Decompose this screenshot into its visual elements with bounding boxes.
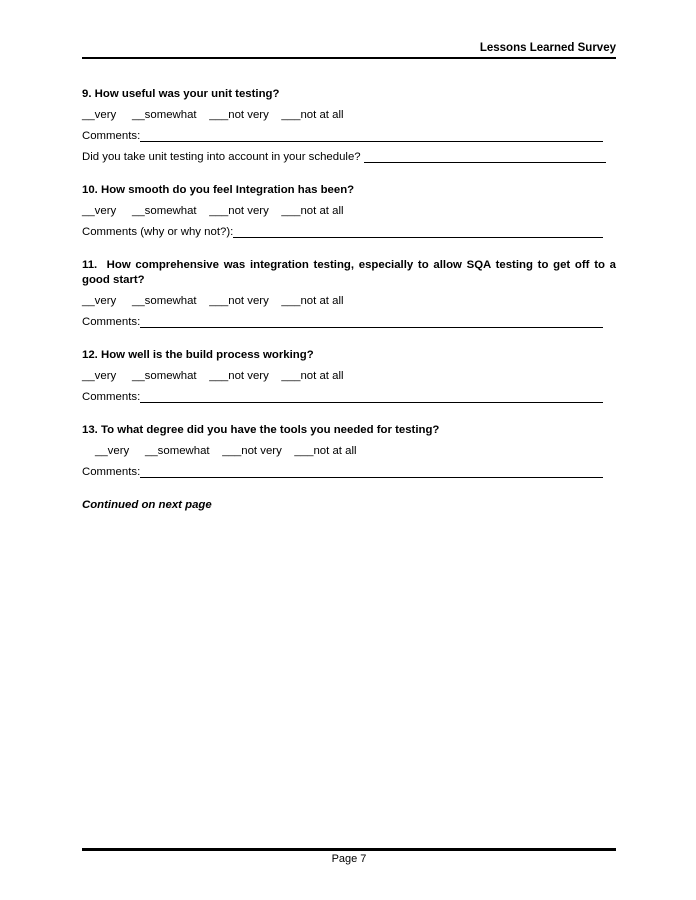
question-12-comments-line <box>82 390 616 405</box>
question-13-comments-line <box>82 465 616 480</box>
question-9-title: 9. How useful was your unit testing? <box>82 88 280 100</box>
blank-line <box>140 390 603 403</box>
question-9-comments-line <box>82 129 616 144</box>
comments-label: Comments: <box>82 130 141 142</box>
header-rule <box>82 57 616 59</box>
question-11-title: 11. How comprehensive was integration testing, especially to allow SQA testing to get off to a good start? <box>82 259 620 286</box>
question-12-options: __very __somewhat ___not very ___not at all <box>82 370 344 382</box>
question-10-comments-line <box>82 225 616 240</box>
comments-label: Comments (why or why not?): <box>82 226 234 238</box>
footer-rule <box>82 848 616 851</box>
blank-line <box>140 315 603 328</box>
question-12-title: 12. How well is the build process working? <box>82 349 314 361</box>
question-10-title: 10. How smooth do you feel Integration has been? <box>82 184 355 196</box>
page-number: Page 7 <box>331 853 367 865</box>
blank-line <box>364 150 606 163</box>
question-9-options: __very __somewhat ___not very ___not at all <box>82 109 344 121</box>
blank-line <box>140 465 603 478</box>
question-11-comments-line <box>82 315 616 330</box>
question-9-block <box>82 87 616 165</box>
blank-line <box>140 129 603 142</box>
comments-label: Comments: <box>82 466 141 478</box>
question-13-title: 13. To what degree did you have the tools you needed for testing? <box>82 424 440 436</box>
question-13-block <box>82 423 616 480</box>
question-13-options: __very __somewhat ___not very ___not at all <box>95 445 357 457</box>
blank-line <box>233 225 603 238</box>
question-11-block <box>82 258 620 330</box>
schedule-question-label: Did you take unit testing into account in your schedule? <box>82 151 364 163</box>
header-title: Lessons Learned Survey <box>479 42 616 54</box>
question-10-options: __very __somewhat ___not very ___not at all <box>82 205 344 217</box>
comments-label: Comments: <box>82 391 141 403</box>
question-12-block <box>82 348 616 405</box>
question-11-options: __very __somewhat ___not very ___not at all <box>82 295 344 307</box>
question-9-schedule-line <box>82 150 616 165</box>
page-footer <box>82 848 616 866</box>
question-10-block <box>82 183 616 240</box>
continued-note: Continued on next page <box>82 499 212 511</box>
comments-label: Comments: <box>82 316 141 328</box>
